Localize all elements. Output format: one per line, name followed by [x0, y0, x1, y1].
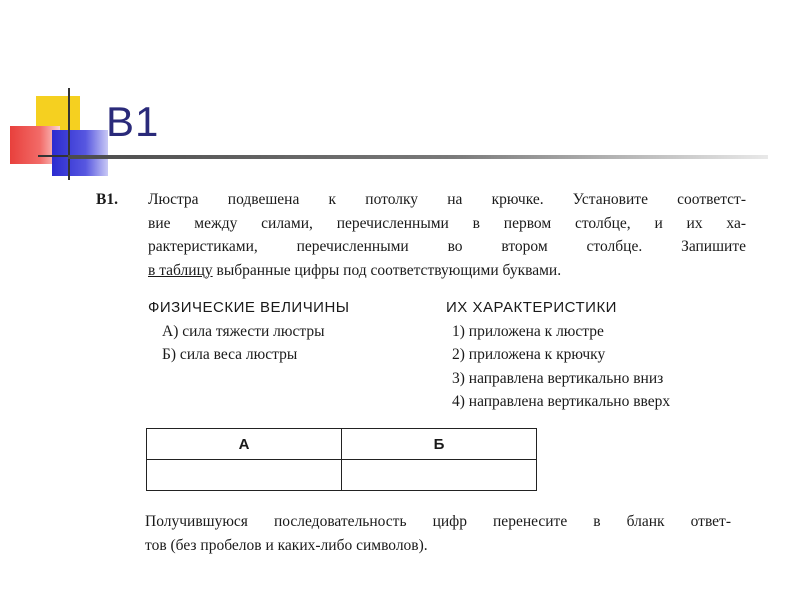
characteristic-item: 3) направлена вертикально вниз — [452, 369, 664, 387]
slide-logo — [0, 0, 120, 200]
answer-header-cell: Б — [342, 429, 537, 460]
problem-line-rest: выбранные цифры под соответствующими буквами. — [212, 261, 562, 279]
footer-instruction — [145, 510, 731, 557]
characteristics-column — [446, 296, 670, 414]
characteristics-header: ИХ ХАРАКТЕРИСТИКИ — [446, 299, 617, 316]
answer-table — [146, 428, 537, 491]
problem-text — [148, 188, 746, 282]
logo-blue-square — [52, 130, 108, 176]
quantities-header: ФИЗИЧЕСКИЕ ВЕЛИЧИНЫ — [148, 299, 350, 316]
problem-line: вие между силами, перечисленными в первом столбце, и их ха- — [148, 214, 746, 232]
title-divider — [68, 155, 768, 159]
problem-statement — [96, 188, 746, 282]
answer-header-cell: А — [147, 429, 342, 460]
quantity-item: А) сила тяжести люстры — [162, 322, 325, 340]
characteristic-item: 1) приложена к люстре — [452, 322, 604, 340]
quantity-item: Б) сила веса люстры — [162, 346, 298, 363]
footer-line: тов (без пробелов и каких-либо символов). — [145, 536, 428, 554]
answer-table-header-row — [147, 429, 537, 460]
problem-number: B1. — [96, 191, 118, 208]
answer-table-value-row — [147, 460, 537, 491]
quantities-column — [148, 296, 350, 367]
answer-value-cell — [342, 460, 537, 491]
problem-line — [148, 259, 746, 283]
slide-title: B1 — [106, 98, 160, 145]
answer-value-cell — [147, 460, 342, 491]
problem-line: Люстра подвешена к потолку на крючке. Установите соответст- — [148, 191, 746, 208]
underlined-phrase: в таблицу — [148, 261, 213, 279]
logo-vertical-line — [68, 88, 70, 180]
problem-line: рактеристиками, перечисленными во втором столбце. Запишите — [148, 238, 746, 255]
characteristic-item: 2) приложена к крючку — [452, 346, 606, 363]
characteristic-item: 4) направлена вертикально вверх — [452, 393, 671, 410]
footer-line: Получившуюся последовательность цифр перенесите в бланк ответ- — [145, 513, 731, 530]
